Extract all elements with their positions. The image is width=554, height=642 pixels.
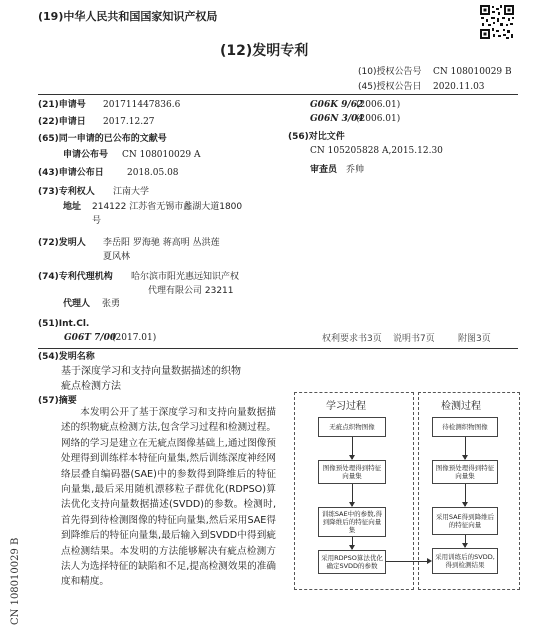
owner-label: (73)专利权人 — [38, 187, 95, 197]
pub-no-value: CN 108010029 B — [433, 67, 512, 77]
learn-arrow-2 — [352, 484, 353, 506]
address-label: 地址 — [63, 202, 82, 212]
description-count: 说明书7页 — [393, 334, 435, 344]
inventor-label: (72)发明人 — [38, 238, 86, 248]
pub-date-value: 2020.11.03 — [433, 82, 485, 92]
intcl-code: G06T 7/00 — [64, 333, 117, 343]
agency-line1: 哈尔滨市阳光惠远知识产权 — [131, 272, 240, 282]
abstract-label: (57)摘要 — [38, 396, 77, 406]
agency-label: (74)专利代理机构 — [38, 272, 113, 282]
abstract-body — [61, 405, 276, 590]
header-divider — [38, 94, 518, 95]
address-line2: 号 — [92, 216, 102, 226]
agent-value: 张勇 — [102, 299, 121, 309]
learn-step-2: 图像预处理得到特征向量集 — [318, 460, 386, 484]
office-name: (19)中华人民共和国国家知识产权局 — [38, 10, 218, 23]
examiner-label: 审查员 — [310, 165, 338, 175]
side-pub-number: CN 108010029 B — [10, 537, 21, 625]
pub-date-label: (45)授权公告日 — [358, 82, 422, 92]
qr-code-icon — [479, 4, 515, 40]
detect-step-4: 采用训练后的SVDD,得到检测结果 — [432, 548, 498, 574]
cls1-date: (2006.01) — [356, 100, 401, 110]
inventor-line2: 夏风林 — [103, 252, 131, 262]
learn-step-1: 无疵点织物图像 — [318, 417, 386, 437]
detect-step-3: 采用SAE得到降维后的特征向量 — [432, 507, 498, 535]
title-label: (54)发明名称 — [38, 352, 95, 362]
cls2-code: G06N 3/04 — [310, 114, 364, 124]
address-line1: 214122 江苏省无锡市蠡湖大道1800 — [92, 202, 243, 212]
agency-line2: 代理有限公司 23211 — [148, 286, 234, 296]
app-no-label: (21)申请号 — [38, 100, 86, 110]
learn-step-4: 采用RDPSO算法优化确定SVDD的参数 — [318, 550, 386, 574]
claims-count: 权利要求书3页 — [322, 334, 382, 344]
abstract-text: 本发明公开了基于深度学习和支持向量数据描述的织物疵点检测方法,包含学习过程和检测过程。网络的学习是建立在无疵点图像基础上,通过图像预处理得到训练样本特征向量集,然后训练深度神经网络层叠自编码器(SAE)中的参数得到降维后的特征向量集,最后采用随机漂移粒子群优化(RDPSO)算法优化支持向量数据描述(SVDD)的参数。检测时,首先得到待检测图像的特征向量集,然后采用SAE得到降维后的特征向量集,最后输入到SVDD中得到疵点检测结果。本发明的方法能够解决有疵点检测方法人为选择特征的缺陷和不足,提高检测效果的准确度和精度。 — [61, 407, 276, 588]
examiner-value: 乔帅 — [346, 165, 365, 175]
related-pub-value: CN 108010029 A — [122, 150, 201, 160]
cls2-date: (2006.01) — [356, 114, 401, 124]
cited-label: (56)对比文件 — [288, 132, 345, 142]
intcl-label: (51)Int.Cl. — [38, 319, 90, 329]
agent-label: 代理人 — [63, 299, 91, 309]
related-date-value: 2018.05.08 — [127, 168, 179, 178]
related-label: (65)同一申请的已公布的文献号 — [38, 134, 167, 144]
mid-divider — [38, 348, 518, 349]
detect-arrow-3 — [465, 535, 466, 547]
detect-step-1: 待检测织物图像 — [432, 417, 498, 437]
app-date-label: (22)申请日 — [38, 117, 86, 127]
cls1-code: G06K 9/62 — [310, 100, 364, 110]
detect-arrow-2 — [465, 484, 466, 506]
learning-process-title: 学习过程 — [326, 401, 366, 412]
owner-value: 江南大学 — [113, 187, 150, 197]
related-pub-label: 申请公布号 — [63, 150, 109, 160]
cross-arrow-head — [427, 558, 432, 564]
detection-process-title: 检测过程 — [441, 401, 481, 412]
related-date-label: (43)申请公布日 — [38, 168, 104, 178]
invention-title-line2: 疵点检测方法 — [61, 381, 121, 392]
inventor-line1: 李岳阳 罗海驰 蒋高明 丛洪莲 — [103, 238, 220, 248]
detect-step-2: 图像预处理得到特征向量集 — [432, 460, 498, 484]
app-date-value: 2017.12.27 — [103, 117, 155, 127]
detect-arrow-1 — [465, 437, 466, 459]
cross-arrow-line — [386, 561, 430, 562]
app-no-value: 201711447836.6 — [103, 100, 181, 110]
doc-type: (12)发明专利 — [220, 43, 309, 59]
learn-arrow-1 — [352, 437, 353, 459]
learn-step-3: 训练SAE中的参数,得到降维后的特征向量集 — [318, 507, 386, 537]
cited-value: CN 105205828 A,2015.12.30 — [310, 146, 443, 156]
intcl-date: (2017.01) — [112, 333, 157, 343]
invention-title-line1: 基于深度学习和支持向量数据描述的织物 — [61, 366, 241, 377]
learn-arrow-3 — [352, 537, 353, 549]
drawings-count: 附图3页 — [458, 334, 491, 344]
pub-no-label: (10)授权公告号 — [358, 67, 422, 77]
